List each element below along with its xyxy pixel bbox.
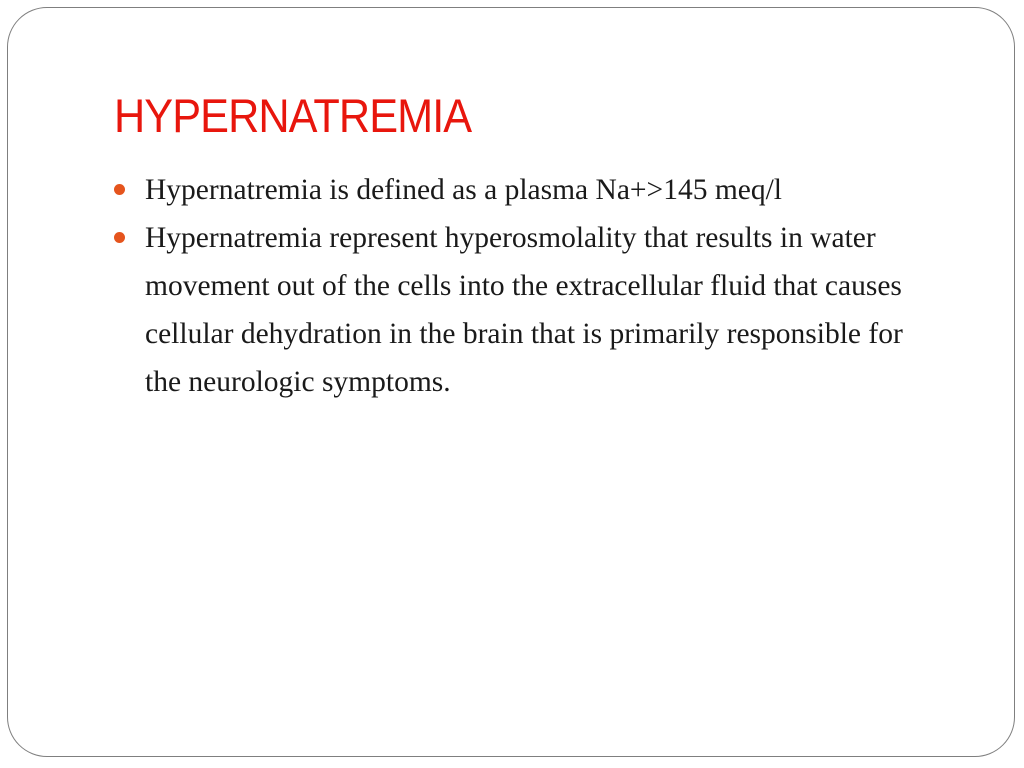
bullet-text: Hypernatremia is defined as a plasma Na+>145 meq/l	[145, 174, 783, 206]
bullet-dot-icon	[114, 184, 125, 195]
bullet-text: Hypernatremia represent hyperosmolality that results in water movement out of the cells into the extracellular fluid that causes cellular dehydration in the brain that is primarily responsible for the neurologic symptoms.	[145, 222, 903, 398]
bullet-item	[114, 214, 944, 406]
bullet-list	[114, 166, 944, 406]
slide-title: HYPERNATREMIA	[114, 89, 472, 142]
bullet-item	[114, 166, 944, 214]
bullet-dot-icon	[114, 232, 125, 243]
